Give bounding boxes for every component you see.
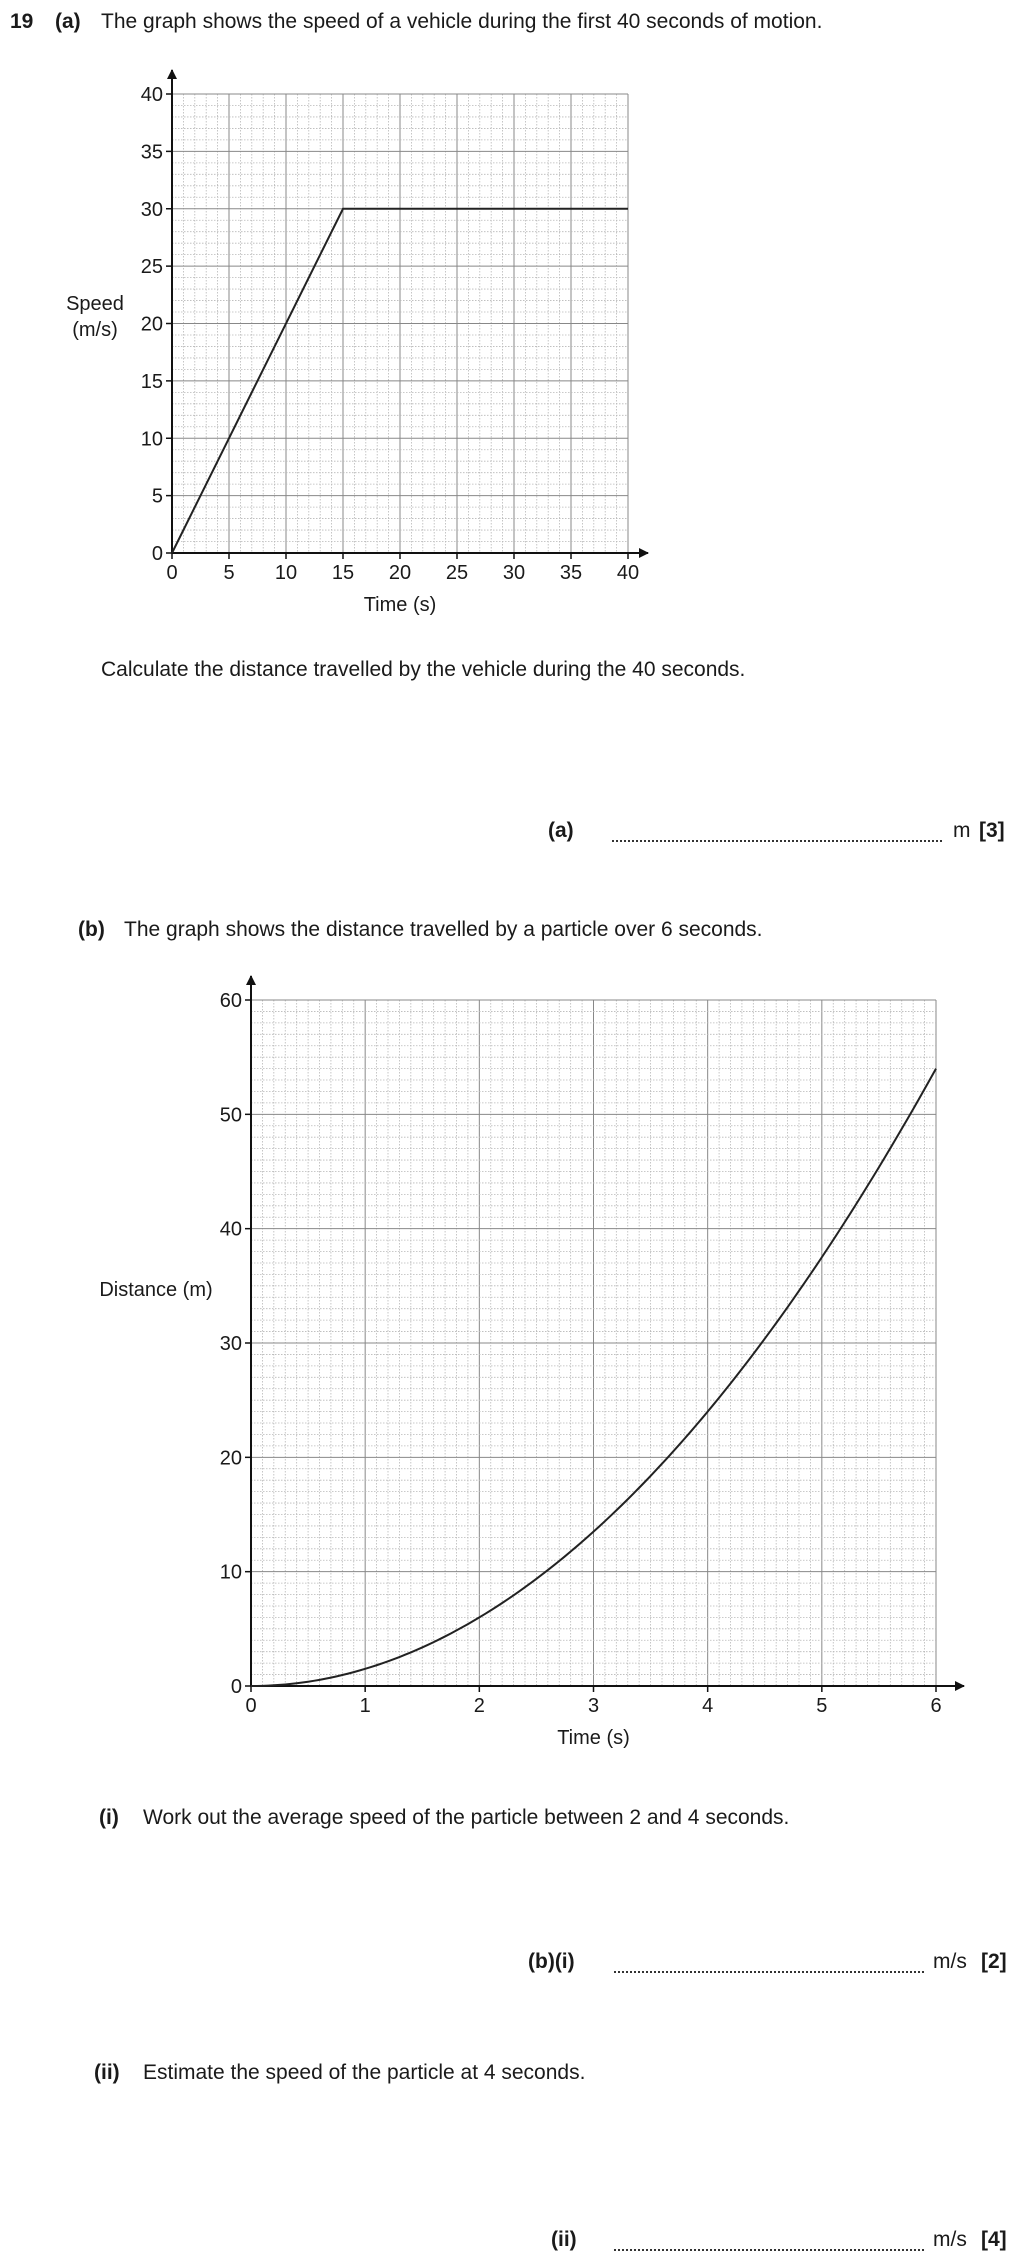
x-tick-label: 5 <box>223 562 235 584</box>
chart-grid <box>172 94 628 553</box>
y-tick-label: 50 <box>219 1104 242 1127</box>
answer-a-line[interactable] <box>612 840 942 842</box>
x-tick-label: 0 <box>166 562 178 584</box>
answer-a-marks: [3] <box>979 819 1005 842</box>
part-a-text: The graph shows the speed of a vehicle during the first 40 seconds of motion. <box>101 10 823 33</box>
y-tick-label: 60 <box>219 990 242 1012</box>
x-tick-label: 35 <box>559 562 583 584</box>
y-axis-label: Speed <box>66 293 124 315</box>
x-tick-label: 4 <box>702 1695 714 1717</box>
x-axis-arrow-icon <box>955 1681 965 1691</box>
answer-bi-line[interactable] <box>614 1971 924 1973</box>
part-bi-text: Work out the average speed of the particle between 2 and 4 seconds. <box>143 1806 790 1829</box>
y-tick-label: 25 <box>140 256 163 279</box>
y-tick-label: 0 <box>151 543 163 565</box>
part-b-label: (b) <box>78 918 105 941</box>
part-bii-label: (ii) <box>94 2061 120 2084</box>
x-tick-label: 3 <box>587 1695 600 1717</box>
x-tick-label: 20 <box>388 562 412 584</box>
y-tick-label: 5 <box>151 485 163 508</box>
answer-bi-unit: m/s <box>933 1950 967 1973</box>
part-bii-text: Estimate the speed of the particle at 4 seconds. <box>143 2061 586 2084</box>
y-axis-arrow-icon <box>246 975 256 985</box>
y-tick-label: 40 <box>219 1218 242 1241</box>
x-tick-label: 25 <box>445 562 469 584</box>
y-tick-label: 30 <box>140 198 163 221</box>
x-tick-label: 0 <box>245 1695 257 1717</box>
y-tick-label: 20 <box>140 313 163 336</box>
answer-bii-line[interactable] <box>614 2249 924 2251</box>
y-axis-label: (m/s) <box>72 319 118 341</box>
y-tick-label: 20 <box>219 1447 242 1470</box>
x-tick-label: 5 <box>816 1695 828 1717</box>
x-tick-label: 1 <box>359 1695 371 1717</box>
y-tick-label: 40 <box>140 84 163 106</box>
answer-a-unit: m <box>953 819 971 842</box>
x-axis-label: Time (s) <box>363 594 437 616</box>
x-tick-label: 2 <box>473 1695 485 1717</box>
y-tick-label: 35 <box>140 141 163 164</box>
answer-a-label: (a) <box>548 819 574 842</box>
y-tick-label: 10 <box>140 428 163 451</box>
answer-bi-marks: [2] <box>981 1950 1007 1973</box>
part-a-label: (a) <box>55 10 81 33</box>
y-tick-label: 30 <box>219 1333 242 1355</box>
answer-bii-unit: m/s <box>933 2228 967 2251</box>
part-bi-label: (i) <box>99 1806 119 1829</box>
x-tick-label: 15 <box>331 562 355 584</box>
y-tick-label: 0 <box>230 1676 242 1698</box>
chart-grid <box>251 1000 936 1686</box>
answer-bi-label: (b)(i) <box>528 1950 575 1973</box>
y-axis-arrow-icon <box>167 69 177 79</box>
y-tick-label: 10 <box>219 1561 242 1584</box>
distance-time-chart <box>0 960 1016 1780</box>
x-tick-label: 30 <box>502 562 526 584</box>
question-number: 19 <box>10 10 34 33</box>
y-tick-label: 15 <box>140 370 163 393</box>
x-axis-arrow-icon <box>639 548 649 558</box>
speed-time-chart <box>0 0 1016 620</box>
x-axis-label: Time (s) <box>557 1727 630 1749</box>
answer-bii-label: (ii) <box>551 2228 577 2251</box>
answer-bii-marks: [4] <box>981 2228 1007 2251</box>
x-tick-label: 10 <box>274 562 298 584</box>
part-b-text: The graph shows the distance travelled by a particle over 6 seconds. <box>124 918 763 941</box>
x-tick-label: 40 <box>616 562 640 584</box>
part-a-task: Calculate the distance travelled by the vehicle during the 40 seconds. <box>101 658 746 681</box>
y-axis-label: Distance (m) <box>99 1279 213 1301</box>
x-tick-label: 6 <box>930 1695 942 1717</box>
